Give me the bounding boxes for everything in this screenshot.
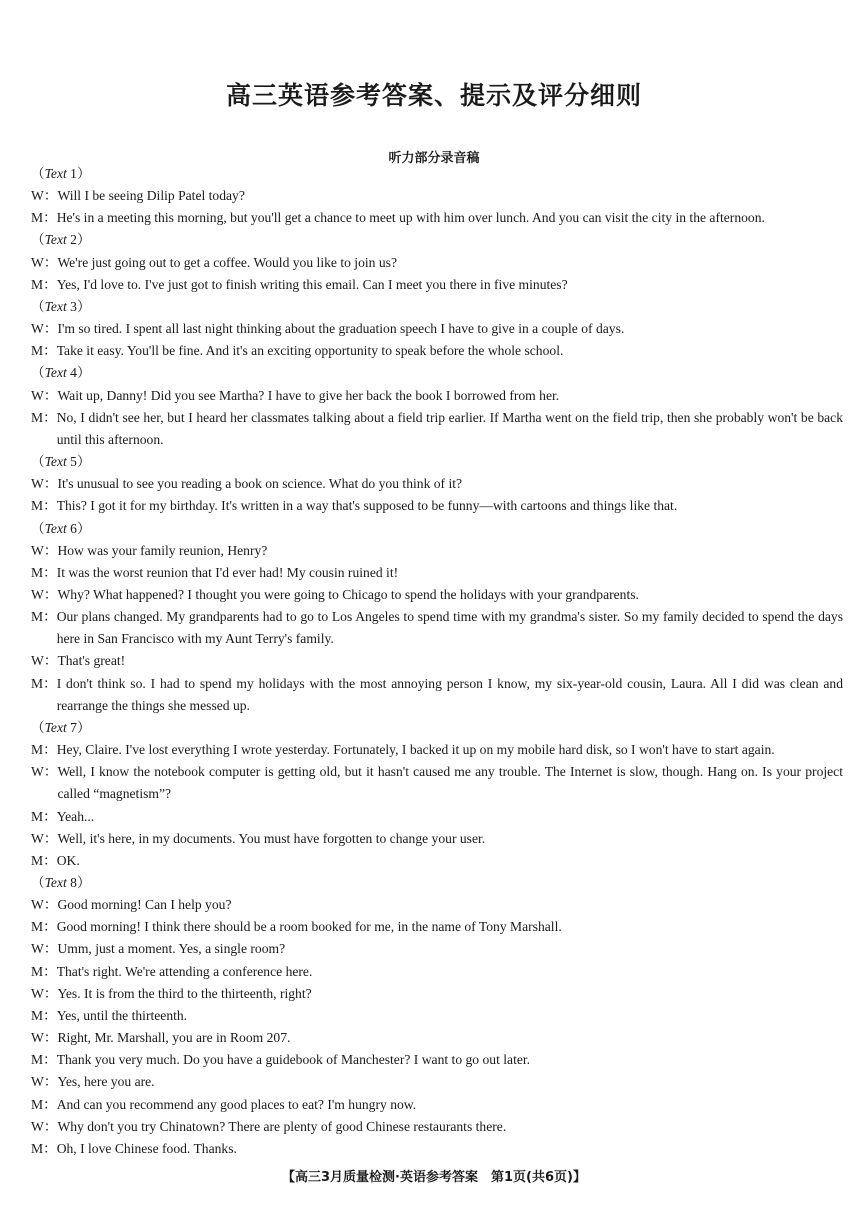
text-label-close: ） [76, 166, 91, 181]
text-label [31, 872, 843, 894]
text-label-open: （ [31, 875, 45, 890]
dialogue-line [31, 252, 843, 274]
speaker-label: W： [31, 188, 58, 204]
speaker-label: M： [31, 276, 57, 292]
dialogue-line [31, 540, 843, 562]
speaker-label: M： [31, 210, 57, 226]
speaker-label: W： [31, 321, 58, 337]
text-label-open: （ [31, 520, 45, 536]
dialogue-line [31, 828, 843, 850]
text-label-num: 5 [66, 454, 77, 470]
utterance-text: Take it easy. You'll be fine. And it's an exciting opportunity to speak before the whole school. [56, 343, 564, 359]
utterance-text: Yes, I'd love to. I've just got to finish writing this email. Can I meet you there in five minutes? [56, 276, 568, 292]
text-block [31, 717, 843, 872]
speaker-label: W： [31, 387, 58, 403]
dialogue-line [31, 1116, 843, 1138]
text-label-num: 8 [66, 875, 77, 890]
utterance-text: This? I got it for my birthday. It's written in a way that's supposed to be funny—with cartoons and things like that. [56, 498, 678, 514]
dialogue-line [31, 650, 843, 672]
speaker-label: W： [31, 476, 58, 492]
text-label-close: ） [76, 232, 91, 248]
utterance-text: It was the worst reunion that I'd ever had! My cousin ruined it! [56, 564, 399, 580]
text-label-word: Text [44, 454, 67, 470]
dialogue-line [31, 850, 843, 872]
section-title: 听力部分录音稿 [388, 151, 480, 166]
text-label [31, 518, 843, 540]
speaker-label: M： [31, 343, 57, 359]
dialogue-line [31, 739, 843, 761]
utterance-text: I'm so tired. I spent all last night thinking about the graduation speech I have to give in a couple of days. [57, 321, 625, 337]
dialogue-line [31, 407, 843, 451]
text-label-word: Text [44, 520, 67, 536]
dialogue-line [31, 894, 843, 916]
dialogue-line [31, 806, 843, 828]
speaker-label: M： [31, 919, 57, 935]
utterance-text: Yes, until the thirteenth. [56, 1007, 188, 1023]
text-block [31, 872, 843, 1160]
speaker-label: W： [31, 542, 58, 558]
dialogue-line [31, 473, 843, 495]
text-label-close: ） [76, 298, 91, 314]
speaker-label: W： [31, 1074, 58, 1090]
text-block [31, 296, 843, 362]
speaker-label: W： [31, 985, 58, 1001]
speaker-label: W： [31, 830, 58, 846]
utterance-text: Yes. It is from the third to the thirteenth, right? [57, 985, 312, 1001]
dialogue-line [31, 983, 843, 1005]
speaker-label: W： [31, 897, 58, 913]
transcript [31, 163, 843, 1160]
dialogue-line [31, 562, 843, 584]
speaker-label: W： [31, 941, 58, 957]
speaker-label: W： [31, 653, 58, 669]
text-label-word: Text [44, 365, 67, 381]
text-label [31, 717, 843, 739]
text-label-open: （ [31, 365, 45, 381]
speaker-label: M： [31, 409, 57, 425]
text-label [31, 163, 843, 185]
speaker-label: W： [31, 1030, 58, 1046]
dialogue-line [31, 318, 843, 340]
dialogue-line [31, 385, 843, 407]
speaker-label: W： [31, 764, 58, 780]
utterance-text: How was your family reunion, Henry? [57, 542, 268, 558]
text-label [31, 229, 843, 251]
text-label-num: 4 [66, 365, 77, 381]
dialogue-line [31, 584, 843, 606]
dialogue-line [31, 1094, 843, 1116]
utterance-text: Our plans changed. My grandparents had to go to Los Angeles to spend time with my grandma's sister. So my family decided to spend the days here in San Francisco with my Aunt Terry's family. [56, 609, 843, 647]
dialogue-line [31, 1071, 843, 1093]
dialogue-line [31, 1049, 843, 1071]
utterance-text: Well, it's here, in my documents. You must have forgotten to change your user. [57, 830, 486, 846]
utterance-text: That's right. We're attending a conference here. [56, 963, 313, 979]
page-title: 高三英语参考答案、提示及评分细则 [225, 81, 642, 110]
dialogue-line [31, 916, 843, 938]
dialogue-line [31, 1005, 843, 1027]
utterance-text: Good morning! Can I help you? [57, 897, 232, 913]
dialogue-line [31, 185, 843, 207]
text-block [31, 229, 843, 295]
utterance-text: Will I be seeing Dilip Patel today? [57, 188, 245, 204]
speaker-label: M： [31, 1096, 57, 1112]
text-block [31, 362, 843, 451]
utterance-text: He's in a meeting this morning, but you'll get a chance to meet up with him over lunch. And you can visit the city in the afternoon. [56, 210, 765, 226]
text-label-word: Text [44, 875, 67, 890]
dialogue-line [31, 1138, 843, 1160]
text-label-num: 1 [66, 166, 77, 181]
text-block [31, 518, 843, 717]
utterance-text: Well, I know the notebook computer is getting old, but it hasn't caused me any trouble. The Internet is slow, though. Hang on. Is your project called “magnetism”? [57, 764, 843, 802]
text-block [31, 163, 843, 229]
text-block [31, 451, 843, 517]
utterance-text: Umm, just a moment. Yes, a single room? [57, 941, 286, 957]
utterance-text: Thank you very much. Do you have a guidebook of Manchester? I want to go out later. [56, 1052, 531, 1068]
text-label-open: （ [31, 232, 45, 248]
utterance-text: That's great! [57, 653, 126, 669]
speaker-label: M： [31, 808, 57, 824]
speaker-label: W： [31, 1118, 58, 1134]
speaker-label: M： [31, 564, 57, 580]
text-label-close: ） [76, 520, 91, 536]
text-label-open: （ [31, 166, 45, 181]
utterance-text: No, I didn't see her, but I heard her classmates talking about a field trip earlier. If Martha went on the field trip, then she probably won't be back until this afternoon. [56, 409, 843, 447]
text-label-close: ） [76, 875, 91, 890]
utterance-text: OK. [56, 852, 80, 868]
text-label-open: （ [31, 454, 45, 470]
text-label-num: 3 [66, 298, 77, 314]
dialogue-line [31, 961, 843, 983]
speaker-label: M： [31, 742, 57, 758]
text-label-close: ） [76, 365, 91, 381]
utterance-text: Yeah... [56, 808, 95, 824]
text-label-num: 7 [66, 719, 77, 735]
dialogue-line [31, 606, 843, 650]
dialogue-line [31, 761, 843, 805]
text-label [31, 296, 843, 318]
speaker-label: M： [31, 1052, 57, 1068]
text-label [31, 451, 843, 473]
text-label-word: Text [44, 719, 67, 735]
speaker-label: W： [31, 254, 58, 270]
text-label-close: ） [76, 719, 91, 735]
utterance-text: Yes, here you are. [57, 1074, 155, 1090]
utterance-text: Oh, I love Chinese food. Thanks. [56, 1140, 237, 1156]
utterance-text: It's unusual to see you reading a book on science. What do you think of it? [57, 476, 463, 492]
dialogue-line [31, 673, 843, 717]
utterance-text: We're just going out to get a coffee. Would you like to join us? [57, 254, 397, 270]
text-label-num: 6 [66, 520, 77, 536]
utterance-text: Why? What happened? I thought you were going to Chicago to spend the holidays with your grandparents. [57, 586, 639, 602]
utterance-text: Right, Mr. Marshall, you are in Room 207. [57, 1030, 291, 1046]
dialogue-line [31, 1027, 843, 1049]
text-label-word: Text [44, 232, 67, 248]
dialogue-line [31, 274, 843, 296]
text-label-word: Text [44, 166, 67, 181]
dialogue-line [31, 340, 843, 362]
page-footer: 【高三3月质量检测·英语参考答案 第1页(共6页)】 [282, 1170, 586, 1185]
speaker-label: M： [31, 852, 57, 868]
utterance-text: Hey, Claire. I've lost everything I wrote yesterday. Fortunately, I backed it up on my mobile hard disk, so I won't have to start again. [56, 742, 775, 758]
text-label-close: ） [76, 454, 91, 470]
speaker-label: W： [31, 586, 58, 602]
speaker-label: M： [31, 1140, 57, 1156]
speaker-label: M： [31, 498, 57, 514]
dialogue-line [31, 495, 843, 517]
utterance-text: Good morning! I think there should be a room booked for me, in the name of Tony Marshall. [56, 919, 562, 935]
text-label [31, 362, 843, 384]
text-label-num: 2 [66, 232, 77, 248]
utterance-text: Why don't you try Chinatown? There are plenty of good Chinese restaurants there. [57, 1118, 507, 1134]
utterance-text: I don't think so. I had to spend my holidays with the most annoying person I know, my six-year-old cousin, Laura. All I did was clean and rearrange the things she messed up. [56, 675, 843, 713]
text-label-word: Text [44, 298, 67, 314]
speaker-label: M： [31, 675, 57, 691]
text-label-open: （ [31, 298, 45, 314]
speaker-label: M： [31, 609, 57, 625]
speaker-label: M： [31, 963, 57, 979]
utterance-text: Wait up, Danny! Did you see Martha? I have to give her back the book I borrowed from her. [57, 387, 560, 403]
dialogue-line [31, 938, 843, 960]
text-label-open: （ [31, 719, 45, 735]
speaker-label: M： [31, 1007, 57, 1023]
dialogue-line [31, 207, 843, 229]
utterance-text: And can you recommend any good places to eat? I'm hungry now. [56, 1096, 417, 1112]
